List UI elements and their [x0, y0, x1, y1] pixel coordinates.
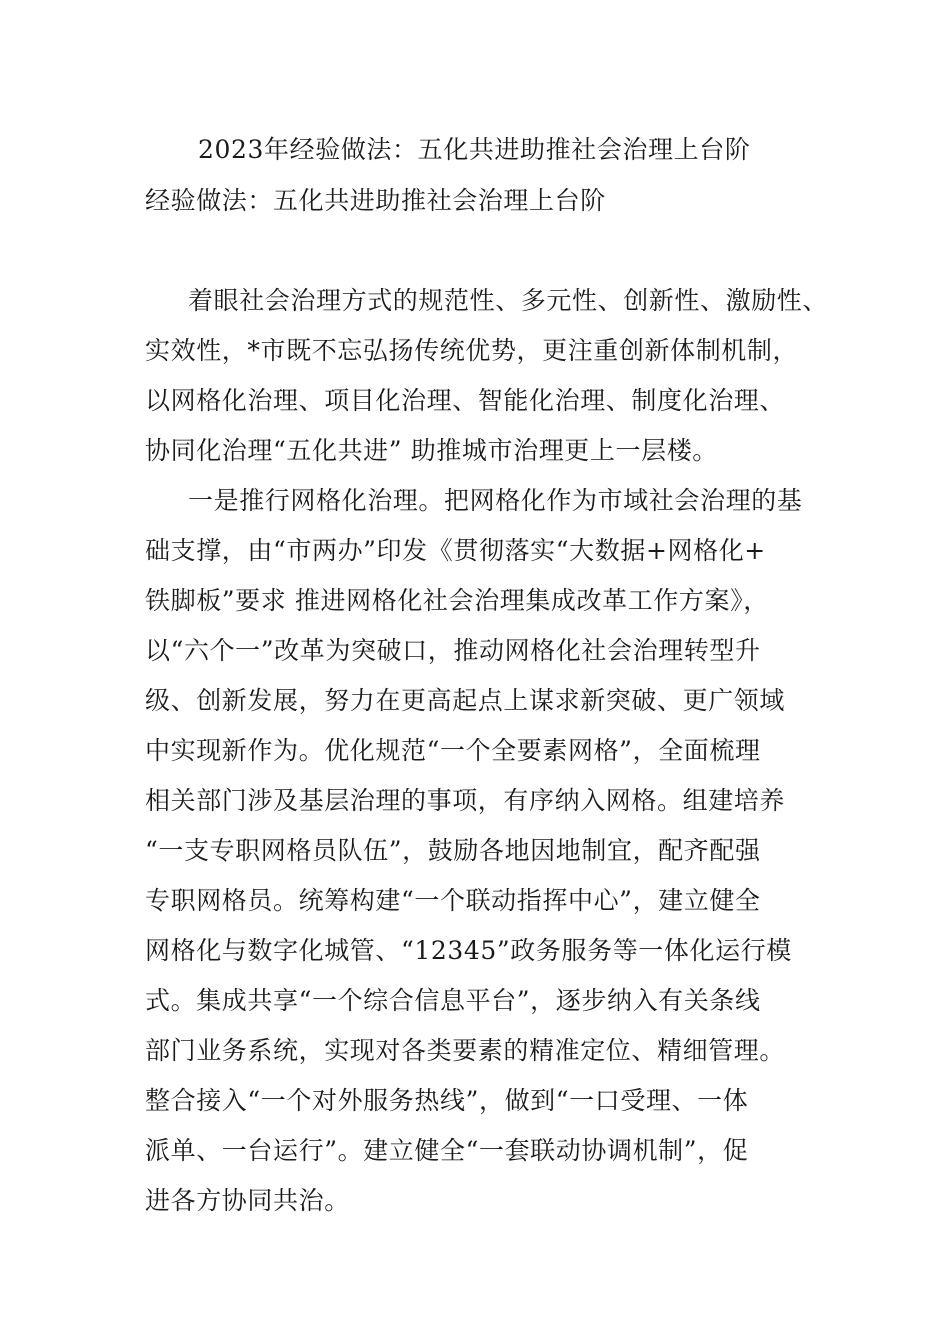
paragraph-1-line: 以网格化治理、项目化治理、智能化治理、制度化治理、 [145, 386, 786, 415]
paragraph-1-line: 着眼社会治理方式的规范性、多元性、创新性、激励性、 [188, 286, 829, 315]
paragraph-2-line: 以“六个一”改革为突破口，推动网格化社会治理转型升 [145, 636, 761, 665]
paragraph-2-line: 网格化与数字化城管、“12345”政务服务等一体化运行模 [145, 936, 792, 965]
paragraph-2-line: 整合接入“一个对外服务热线”，做到“一口受理、一体 [145, 1086, 749, 1115]
paragraph-2-line: 专职网格员。统筹构建“一个联动指挥中心”，建立健全 [145, 886, 761, 915]
paragraph-2-line: 派单、一台运行”。建立健全“一套联动协调机制”，促 [145, 1136, 749, 1165]
paragraph-1-line: 实效性，*市既不忘弘扬传统优势，更注重创新体制机制， [145, 336, 799, 365]
paragraph-1-line: 协同化治理“五化共进” 助推城市治理更上一层楼。 [145, 436, 718, 465]
paragraph-2-line: 相关部门涉及基层治理的事项，有序纳入网格。组建培养 [145, 786, 786, 815]
paragraph-2-line: 部门业务系统，实现对各类要素的精准定位、精细管理。 [145, 1036, 786, 1065]
paragraph-2-line: 式。集成共享“一个综合信息平台”，逐步纳入有关条线 [145, 986, 761, 1015]
paragraph-2-line: 进各方协同共治。 [145, 1186, 350, 1215]
paragraph-2-line: 级、创新发展，努力在更高起点上谋求新突破、更广领域 [145, 686, 786, 715]
paragraph-2-line: 铁脚板”要求 推进网格化社会治理集成改革工作方案》， [145, 586, 769, 615]
document-subtitle: 经验做法：五化共进助推社会治理上台阶 [145, 186, 606, 215]
paragraph-2-line: 一是推行网格化治理。把网格化作为市域社会治理的基 [188, 486, 803, 515]
paragraph-2-line: “一支专职网格员队伍”，鼓励各地因地制宜，配齐配强 [145, 836, 761, 865]
paragraph-2-line: 中实现新作为。优化规范“一个全要素网格”，全面梳理 [145, 736, 761, 765]
paragraph-2-line: 础支撑，由“市两办”印发《贯彻落实“大数据+网格化+ [145, 536, 766, 565]
document-title: 2023年经验做法：五化共进助推社会治理上台阶 [198, 135, 751, 164]
